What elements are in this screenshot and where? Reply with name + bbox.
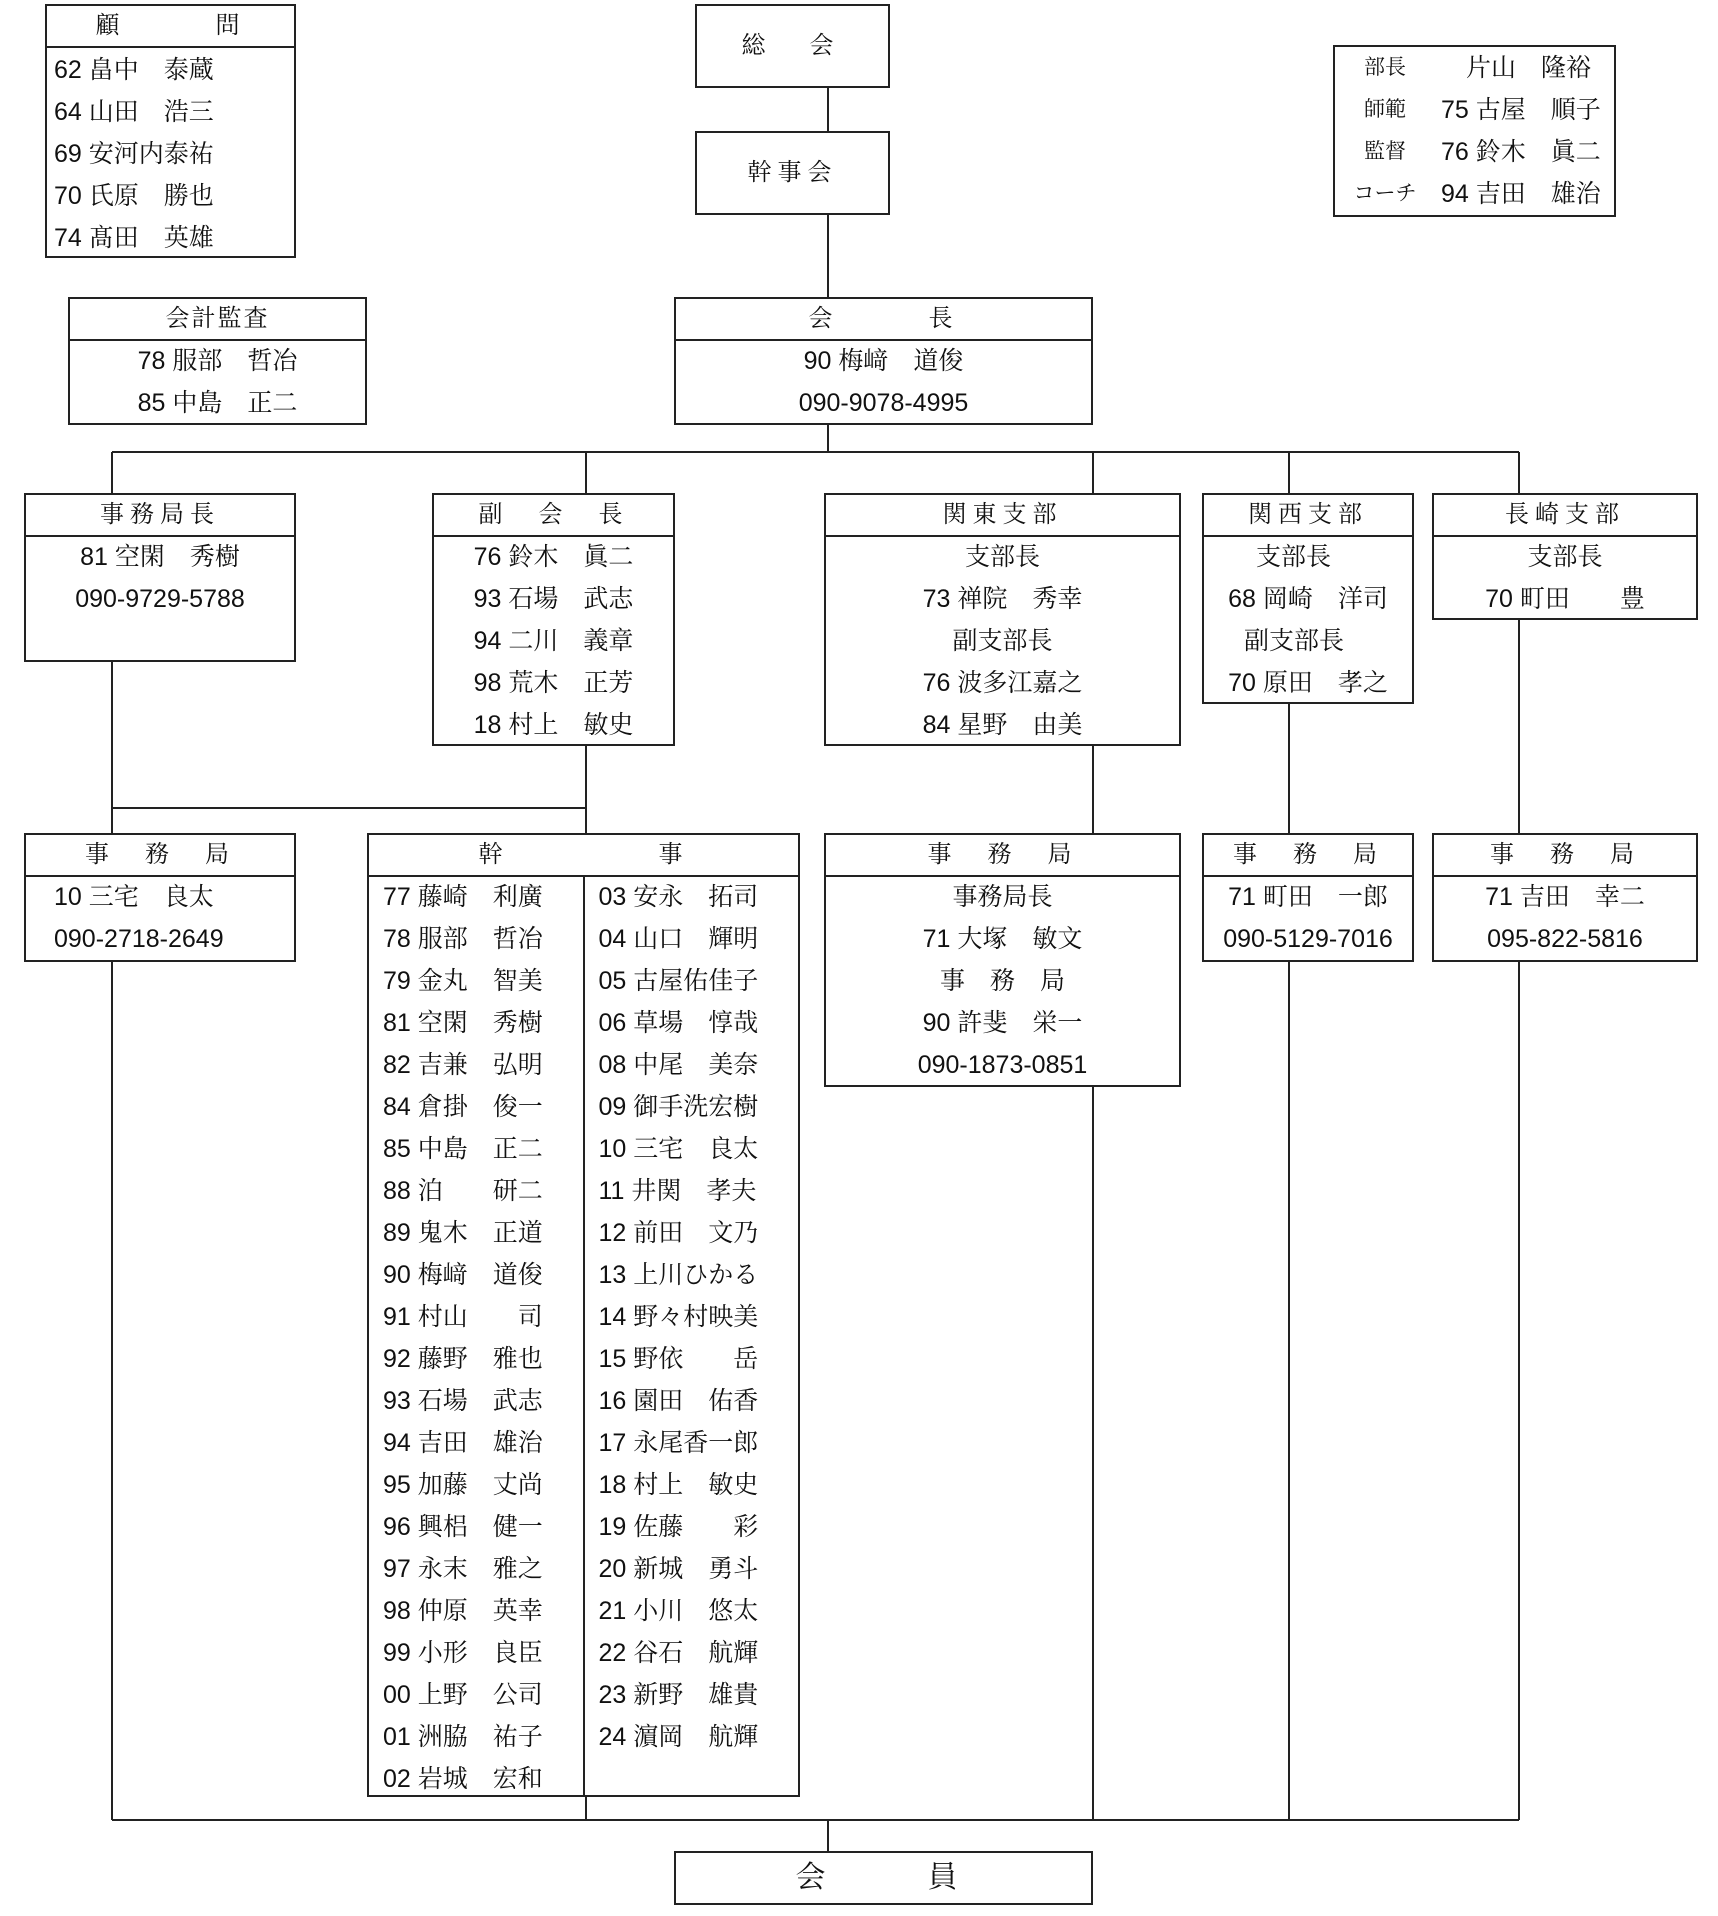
secretary-member: 03 安永 拓司	[598, 883, 759, 911]
secretary-member: 85 中島 正二	[383, 1135, 543, 1163]
staff-row	[1335, 48, 1614, 90]
nagasaki-branch-row: 70 町田 豊	[1485, 585, 1645, 613]
secretary-member: 88 泊 研二	[383, 1177, 543, 1205]
main-office-row: 090-2718-2649	[54, 925, 224, 953]
main-office-box	[24, 833, 296, 962]
secretary-member: 99 小形 良臣	[383, 1639, 543, 1667]
secretary-general-phone: 090-9729-5788	[75, 585, 245, 613]
secretary-member: 16 園田 佑香	[598, 1387, 759, 1415]
secretary-member: 18 村上 敏史	[598, 1471, 759, 1499]
staff-row	[1335, 174, 1614, 216]
secretary-member: 06 草場 惇哉	[598, 1009, 759, 1037]
nagasaki-branch-box	[1432, 493, 1698, 620]
secretary-member: 78 服部 哲冶	[383, 925, 543, 953]
nagasaki-office-title: 事 務 局	[1434, 835, 1696, 877]
president-box	[674, 297, 1093, 425]
kansai-branch-box	[1202, 493, 1414, 704]
kanto-branch-row: 84 星野 由美	[922, 711, 1083, 739]
kanto-office-box	[824, 833, 1181, 1087]
vice-president-member: 76 鈴木 眞二	[473, 543, 634, 571]
members-label: 会 員	[795, 1861, 972, 1894]
secretary-member: 98 仲原 英幸	[383, 1597, 543, 1625]
staff-name: 片山 隆裕	[1441, 54, 1592, 82]
secretary-member: 94 吉田 雄治	[383, 1429, 543, 1457]
secretary-member: 92 藤野 雅也	[383, 1345, 543, 1373]
nagasaki-office-row: 095-822-5816	[1487, 925, 1643, 953]
kanto-branch-row: 73 禅院 秀幸	[922, 585, 1083, 613]
auditor-member: 78 服部 哲冶	[137, 347, 298, 375]
secretaries-column-1	[369, 877, 583, 1797]
advisors-title: 顧 問	[47, 6, 294, 48]
president-name: 90 梅﨑 道俊	[803, 347, 964, 375]
secretary-member: 82 吉兼 弘明	[383, 1051, 543, 1079]
secretary-member: 02 岩城 宏和	[383, 1765, 543, 1793]
secretary-member: 97 永末 雅之	[383, 1555, 543, 1583]
nagasaki-office-row: 71 吉田 幸二	[1485, 883, 1645, 911]
staff-name: 75 古屋 順子	[1441, 96, 1601, 124]
kanto-branch-box	[824, 493, 1181, 746]
auditors-title: 会計監査	[70, 299, 365, 341]
staff-role: 師範	[1364, 98, 1406, 121]
secretary-member: 90 梅﨑 道俊	[383, 1261, 543, 1289]
advisor-member: 62 畠中 泰蔵	[54, 56, 214, 84]
kansai-branch-title: 関西支部	[1204, 495, 1412, 537]
vice-presidents-box	[432, 493, 675, 746]
secretary-member: 89 鬼木 正道	[383, 1219, 543, 1247]
secretaries-meeting-label: 幹事会	[747, 159, 838, 186]
secretaries-title: 幹 事	[369, 835, 798, 877]
staff-row	[1335, 132, 1614, 174]
secretary-member: 14 野々村映美	[598, 1303, 759, 1331]
nagasaki-office-box	[1432, 833, 1698, 962]
secretary-member: 00 上野 公司	[383, 1681, 543, 1709]
kanto-office-row: 事 務 局	[939, 967, 1065, 995]
secretary-member: 11 井関 孝夫	[598, 1177, 757, 1205]
nagasaki-branch-title: 長崎支部	[1434, 495, 1696, 537]
kansai-office-box	[1202, 833, 1414, 962]
kanto-office-row: 090-1873-0851	[917, 1051, 1088, 1079]
staff-name: 94 吉田 雄治	[1441, 180, 1601, 208]
main-office-title: 事 務 局	[26, 835, 294, 877]
advisor-member: 64 山田 浩三	[54, 98, 214, 126]
coaching-staff-box	[1333, 45, 1616, 217]
kanto-branch-title: 関東支部	[826, 495, 1179, 537]
secretaries-box	[367, 833, 800, 1797]
kanto-branch-row: 76 波多江嘉之	[922, 669, 1083, 697]
kanto-office-row: 71 大塚 敏文	[922, 925, 1083, 953]
secretaries-meeting-box	[695, 131, 890, 215]
secretary-member: 13 上川ひかる	[598, 1261, 759, 1289]
secretary-member: 95 加藤 丈尚	[383, 1471, 543, 1499]
secretary-member: 91 村山 司	[383, 1303, 543, 1331]
staff-role: 監督	[1364, 140, 1406, 163]
secretary-general-box	[24, 493, 296, 662]
vice-president-member: 93 石場 武志	[473, 585, 634, 613]
secretary-member: 24 濵岡 航輝	[598, 1723, 759, 1751]
secretary-member: 09 御手洗宏樹	[598, 1093, 759, 1121]
kansai-branch-row: 支部長	[1256, 543, 1332, 571]
kansai-office-title: 事 務 局	[1204, 835, 1412, 877]
president-title: 会 長	[676, 299, 1091, 341]
secretary-member: 20 新城 勇斗	[598, 1555, 759, 1583]
kanto-office-title: 事 務 局	[826, 835, 1179, 877]
kanto-branch-row: 副支部長	[952, 627, 1053, 655]
secretary-member: 04 山口 輝明	[598, 925, 759, 953]
kansai-branch-row: 68 岡崎 洋司	[1228, 585, 1388, 613]
kansai-office-row: 71 町田 一郎	[1228, 883, 1388, 911]
kansai-office-row: 090-5129-7016	[1223, 925, 1393, 953]
secretary-member: 10 三宅 良太	[598, 1135, 759, 1163]
secretary-member: 84 倉掛 俊一	[383, 1093, 543, 1121]
secretary-member: 96 興梠 健一	[383, 1513, 543, 1541]
president-phone: 090-9078-4995	[798, 389, 969, 417]
vice-president-member: 98 荒木 正芳	[473, 669, 634, 697]
secretary-member: 23 新野 雄貴	[598, 1681, 759, 1709]
secretary-general-title: 事務局長	[26, 495, 294, 537]
staff-role: コーチ	[1353, 182, 1417, 205]
advisors-box	[45, 4, 296, 258]
nagasaki-branch-row: 支部長	[1527, 543, 1603, 571]
secretary-member: 21 小川 悠太	[598, 1597, 759, 1625]
staff-row	[1335, 90, 1614, 132]
vice-president-member: 18 村上 敏史	[473, 711, 634, 739]
secretaries-column-2	[583, 877, 799, 1797]
kansai-branch-row: 副支部長	[1244, 627, 1345, 655]
vice-president-member: 94 二川 義章	[473, 627, 634, 655]
secretary-member: 93 石場 武志	[383, 1387, 543, 1415]
staff-role: 部長	[1364, 56, 1406, 79]
advisor-member: 74 髙田 英雄	[54, 224, 214, 252]
kanto-office-row: 事務局長	[952, 883, 1053, 911]
general-assembly-label: 総 会	[741, 32, 844, 59]
secretary-general-name: 81 空閑 秀樹	[80, 543, 240, 571]
main-office-row: 10 三宅 良太	[54, 883, 214, 911]
secretary-member: 19 佐藤 彩	[598, 1513, 759, 1541]
kanto-branch-row: 支部長	[964, 543, 1040, 571]
secretary-member: 08 中尾 美奈	[598, 1051, 759, 1079]
secretary-member: 79 金丸 智美	[383, 967, 543, 995]
advisor-member: 69 安河内泰祐	[54, 140, 214, 168]
members-box	[674, 1851, 1093, 1905]
kansai-branch-row: 70 原田 孝之	[1228, 669, 1388, 697]
secretary-member: 81 空閑 秀樹	[383, 1009, 543, 1037]
auditors-box	[68, 297, 367, 425]
secretary-member: 22 谷石 航輝	[598, 1639, 759, 1667]
secretary-member: 12 前田 文乃	[598, 1219, 759, 1247]
advisor-member: 70 氏原 勝也	[54, 182, 214, 210]
secretary-member: 01 洲脇 祐子	[383, 1723, 543, 1751]
secretary-member: 15 野依 岳	[598, 1345, 759, 1373]
vice-presidents-title: 副 会 長	[434, 495, 673, 537]
secretary-member: 05 古屋佑佳子	[598, 967, 759, 995]
kanto-office-row: 90 許斐 栄一	[922, 1009, 1083, 1037]
staff-name: 76 鈴木 眞二	[1441, 138, 1601, 166]
general-assembly-box	[695, 4, 890, 88]
auditor-member: 85 中島 正二	[137, 389, 298, 417]
secretary-member: 17 永尾香一郎	[598, 1429, 759, 1457]
secretary-member: 77 藤崎 利廣	[383, 883, 543, 911]
